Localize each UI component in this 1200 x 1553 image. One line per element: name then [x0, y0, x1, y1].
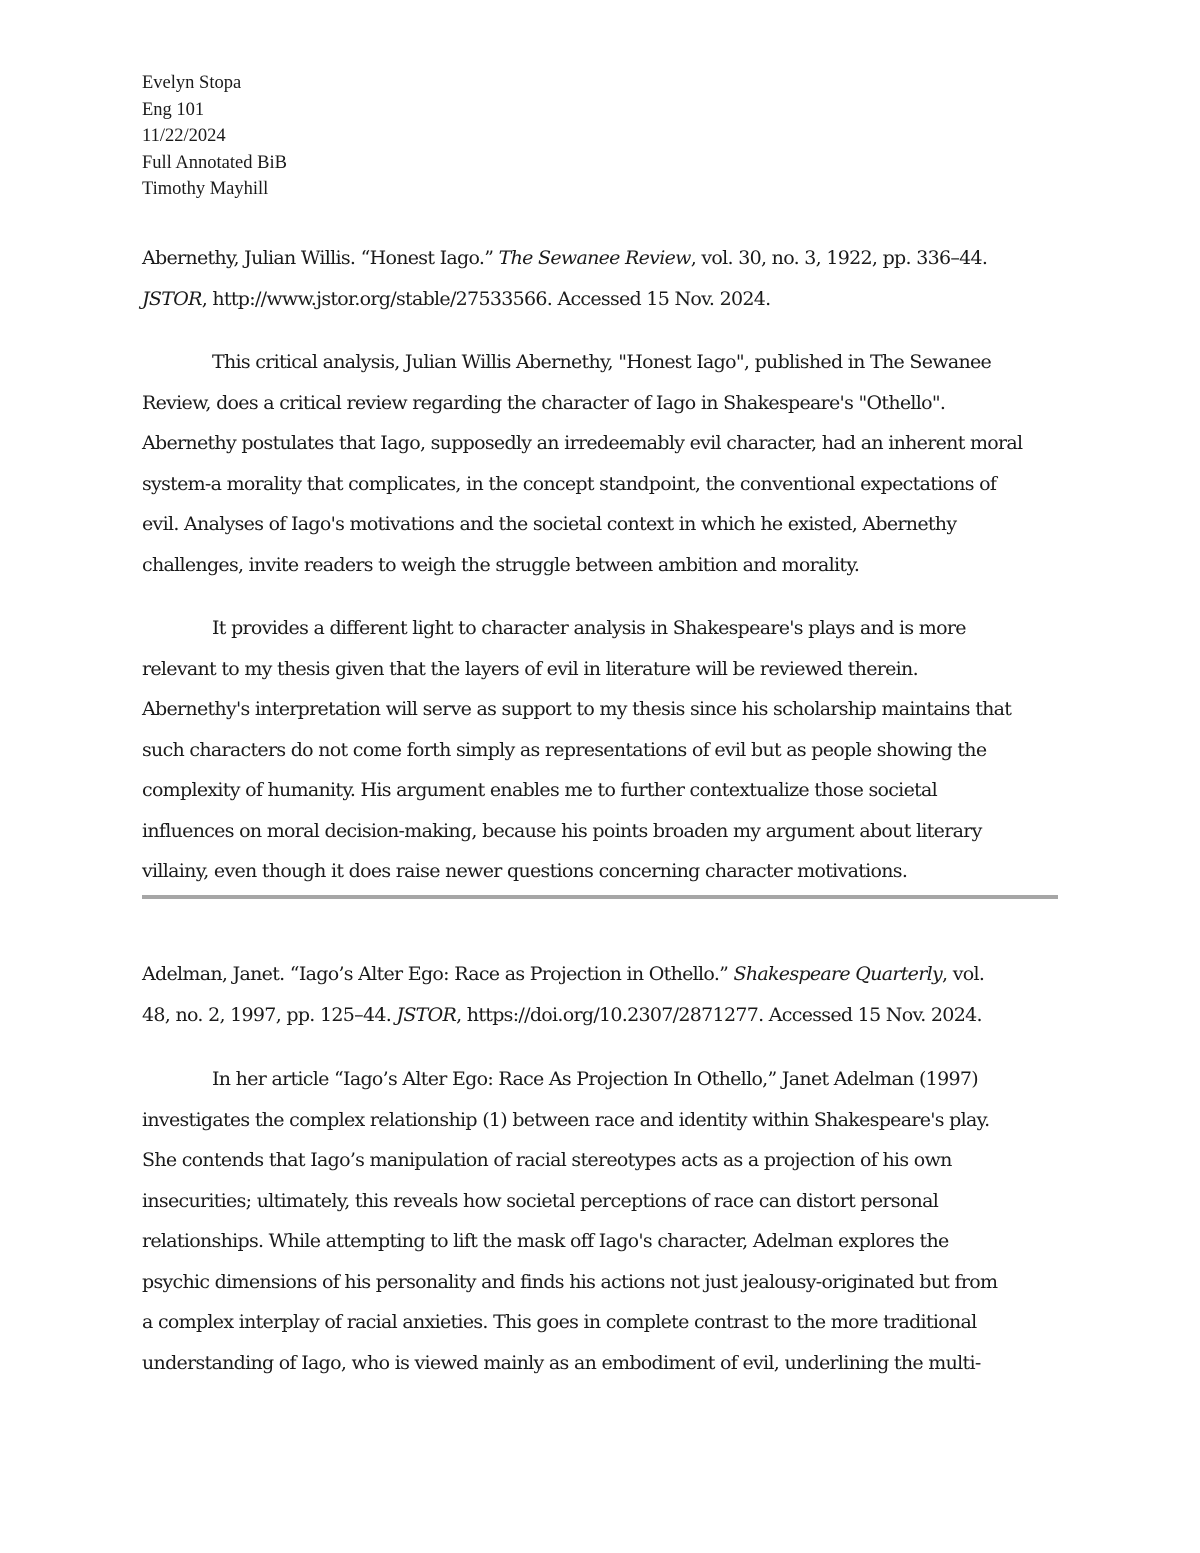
- paragraph-line: It provides a different light to character analysis in Shakespeare's plays and is more: [212, 617, 966, 639]
- paragraph-line: This critical analysis, Julian Willis Abernethy, "Honest Iago", published in The Sewanee: [212, 351, 992, 373]
- paragraph-line: psychic dimensions of his personality and finds his actions not just jealousy-originated but from: [142, 1270, 998, 1293]
- course-name: Eng 101: [142, 99, 205, 120]
- paragraph-line: understanding of Iago, who is viewed mainly as an embodiment of evil, underlining the multi-: [142, 1351, 981, 1374]
- horizontal-divider: [142, 895, 1058, 899]
- paragraph-line: system-a morality that complicates, in the concept standpoint, the conventional expectations of: [142, 472, 997, 495]
- paragraph-line: evil. Analyses of Iago's motivations and the societal context in which he existed, Abernethy: [142, 513, 957, 535]
- paragraph-line: a complex interplay of racial anxieties. This goes in complete contrast to the more traditional: [142, 1311, 977, 1333]
- paragraph-line: villainy, even though it does raise newer questions concerning character motivations.: [142, 860, 908, 882]
- citation-line: Adelman, Janet. “Iago’s Alter Ego: Race as Projection in Othello.” Shakespeare Quarterly, vol.: [142, 963, 985, 985]
- instructor-name: Timothy Mayhill: [142, 179, 269, 199]
- citation-adelman: [142, 954, 1062, 1035]
- paragraph-line: investigates the complex relationship (1) between race and identity within Shakespeare's play.: [142, 1108, 990, 1131]
- author-name: Evelyn Stopa: [142, 73, 242, 93]
- citation-line: 48, no. 2, 1997, pp. 125–44. JSTOR, https://doi.org/10.2307/2871277. Accessed 15 Nov. 2024.: [142, 1003, 982, 1026]
- paragraph-line: Abernethy's interpretation will serve as support to my thesis since his scholarship maintains that: [142, 698, 1012, 720]
- paragraph-line: insecurities; ultimately, this reveals how societal perceptions of race can distort personal: [142, 1189, 939, 1212]
- annotation-paragraph: [142, 608, 1062, 892]
- paragraph-line: challenges, invite readers to weigh the struggle between ambition and morality.: [142, 553, 860, 576]
- journal-title: Shakespeare Quarterly: [733, 963, 943, 985]
- paragraph-line: complexity of humanity. His argument enables me to further contextualize those societal: [142, 779, 938, 801]
- annotation-paragraph: [142, 1059, 1062, 1383]
- database-name: JSTOR: [396, 1003, 457, 1026]
- document-header: [142, 70, 287, 203]
- annotation-paragraph: [142, 342, 1062, 585]
- document-title: Full Annotated BiB: [142, 152, 287, 173]
- citation-line: Abernethy, Julian Willis. “Honest Iago.” The Sewanee Review, vol. 30, no. 3, 1922, pp. 336–44.: [142, 247, 988, 269]
- paragraph-line: such characters do not come forth simply as representations of evil but as people showing the: [142, 738, 987, 761]
- citation-abernethy: [142, 238, 1062, 319]
- paragraph-line: Abernethy postulates that Iago, supposedly an irredeemably evil character, had an inherent moral: [142, 432, 1023, 454]
- paragraph-line: relevant to my thesis given that the layers of evil in literature will be reviewed therein.: [142, 657, 918, 680]
- paragraph-line: relationships. While attempting to lift the mask off Iago's character, Adelman explores the: [142, 1230, 949, 1252]
- paragraph-line: Review, does a critical review regarding the character of Iago in Shakespeare's "Othello".: [142, 391, 946, 414]
- paragraph-line: influences on moral decision-making, because his points broaden my argument about literary: [142, 819, 982, 842]
- database-name: JSTOR: [142, 287, 202, 310]
- document-date: 11/22/2024: [142, 126, 226, 146]
- journal-title: The Sewanee Review: [498, 247, 691, 269]
- paragraph-line: She contends that Iago’s manipulation of racial stereotypes acts as a projection of his own: [142, 1149, 952, 1171]
- citation-line: JSTOR, http://www.jstor.org/stable/27533566. Accessed 15 Nov. 2024.: [142, 287, 771, 310]
- paragraph-line: In her article “Iago’s Alter Ego: Race As Projection In Othello,” Janet Adelman (1997): [212, 1068, 978, 1090]
